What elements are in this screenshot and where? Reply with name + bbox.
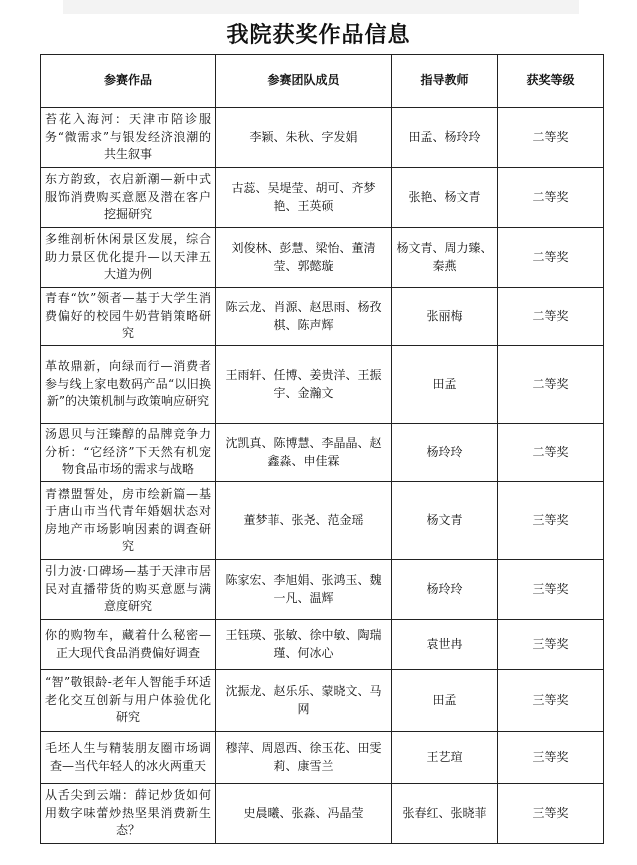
table-row <box>41 670 604 732</box>
cell-teacher: 张春红、张晓菲 <box>392 784 498 844</box>
cell-team: 王雨轩、任博、姜贵洋、王振宇、金瀚文 <box>216 346 392 424</box>
cell-team: 沈振龙、赵乐乐、蒙晓文、马网 <box>216 670 392 732</box>
cell-work: 引力波·口碑场—基于天津市居民对直播带货的购买意愿与满意度研究 <box>41 560 216 620</box>
cell-level: 二等奖 <box>498 424 604 482</box>
table-row <box>41 288 604 346</box>
table-row <box>41 560 604 620</box>
cell-team: 陈云龙、肖源、赵思雨、杨孜棋、陈声辉 <box>216 288 392 346</box>
cell-team: 董梦菲、张尧、范金瑶 <box>216 482 392 560</box>
cell-team: 沈凯真、陈博慧、李晶晶、赵鑫淼、申佳霖 <box>216 424 392 482</box>
table-row <box>41 108 604 168</box>
cell-team: 刘俊林、彭慧、梁怡、董清莹、郭懿璇 <box>216 228 392 288</box>
cell-teacher: 杨文青 <box>392 482 498 560</box>
cell-work: 苔花入海河：天津市陪诊服务“微需求”与银发经济浪潮的共生叙事 <box>41 108 216 168</box>
cell-level: 三等奖 <box>498 732 604 784</box>
cell-teacher: 田孟 <box>392 670 498 732</box>
header-level: 获奖等级 <box>498 55 604 108</box>
cell-team: 李颖、朱秋、字发娟 <box>216 108 392 168</box>
table-row <box>41 168 604 228</box>
header-team: 参赛团队成员 <box>216 55 392 108</box>
table-row <box>41 620 604 670</box>
cell-teacher: 田孟、杨玲玲 <box>392 108 498 168</box>
cell-teacher: 杨玲玲 <box>392 560 498 620</box>
table-header-row <box>41 55 604 108</box>
table-row <box>41 228 604 288</box>
cell-level: 三等奖 <box>498 670 604 732</box>
cell-team: 穆萍、周恩西、徐玉花、田雯莉、康雪兰 <box>216 732 392 784</box>
cell-work: 东方韵致，衣启新潮—新中式服饰消费购买意愿及潜在客户挖掘研究 <box>41 168 216 228</box>
table-row <box>41 424 604 482</box>
cell-work: 多维剖析休闲景区发展，综合助力景区优化提升—以天津五大道为例 <box>41 228 216 288</box>
header-teacher: 指导教师 <box>392 55 498 108</box>
cell-level: 二等奖 <box>498 346 604 424</box>
cell-level: 三等奖 <box>498 482 604 560</box>
cell-teacher: 王艺瑄 <box>392 732 498 784</box>
cell-work: 汤恩贝与汪臻醇的品牌竞争力分析：“它经济”下天然有机宠物食品市场的需求与战略 <box>41 424 216 482</box>
cell-work: 革故鼎新，向绿而行—消费者参与线上家电数码产品“以旧换新”的决策机制与政策响应研究 <box>41 346 216 424</box>
cell-level: 三等奖 <box>498 560 604 620</box>
table-row <box>41 732 604 784</box>
cell-team: 古蕊、吴堤莹、胡可、齐梦艳、王英硕 <box>216 168 392 228</box>
cell-teacher: 张艳、杨文青 <box>392 168 498 228</box>
cell-work: 从舌尖到云端：薛记炒货如何用数字味蕾炒热坚果消费新生态？ <box>41 784 216 844</box>
table-row <box>41 346 604 424</box>
cell-team: 王钰瑛、张敏、徐中敏、陶瑞瑾、何冰心 <box>216 620 392 670</box>
header-work: 参赛作品 <box>41 55 216 108</box>
cell-work: “智”敬银龄-老年人智能手环适老化交互创新与用户体验优化研究 <box>41 670 216 732</box>
cell-teacher: 田孟 <box>392 346 498 424</box>
cell-work: 你的购物车，藏着什么秘密—正大现代食品消费偏好调查 <box>41 620 216 670</box>
cell-level: 二等奖 <box>498 168 604 228</box>
cell-team: 陈家宏、李旭娟、张鸿玉、魏一凡、温辉 <box>216 560 392 620</box>
cell-level: 二等奖 <box>498 288 604 346</box>
cell-level: 三等奖 <box>498 784 604 844</box>
cell-work: 青襟盟誓处，房市绘新篇—基于唐山市当代青年婚姻状态对房地产市场影响因素的调查研究 <box>41 482 216 560</box>
cell-teacher: 杨玲玲 <box>392 424 498 482</box>
top-strip <box>63 0 579 14</box>
cell-level: 二等奖 <box>498 228 604 288</box>
cell-level: 三等奖 <box>498 620 604 670</box>
cell-work: 毛坯人生与精装朋友圈市场调查—当代年轻人的冰火两重天 <box>41 732 216 784</box>
cell-teacher: 张丽梅 <box>392 288 498 346</box>
cell-teacher: 杨文青、周力臻、秦燕 <box>392 228 498 288</box>
table-row <box>41 784 604 844</box>
cell-team: 史晨曦、张淼、冯晶莹 <box>216 784 392 844</box>
awards-table <box>40 54 604 844</box>
cell-work: 青春“饮”领者—基于大学生消费偏好的校园牛奶营销策略研究 <box>41 288 216 346</box>
cell-level: 二等奖 <box>498 108 604 168</box>
cell-teacher: 袁世冉 <box>392 620 498 670</box>
table-row <box>41 482 604 560</box>
page-title: 我院获奖作品信息 <box>226 22 411 48</box>
